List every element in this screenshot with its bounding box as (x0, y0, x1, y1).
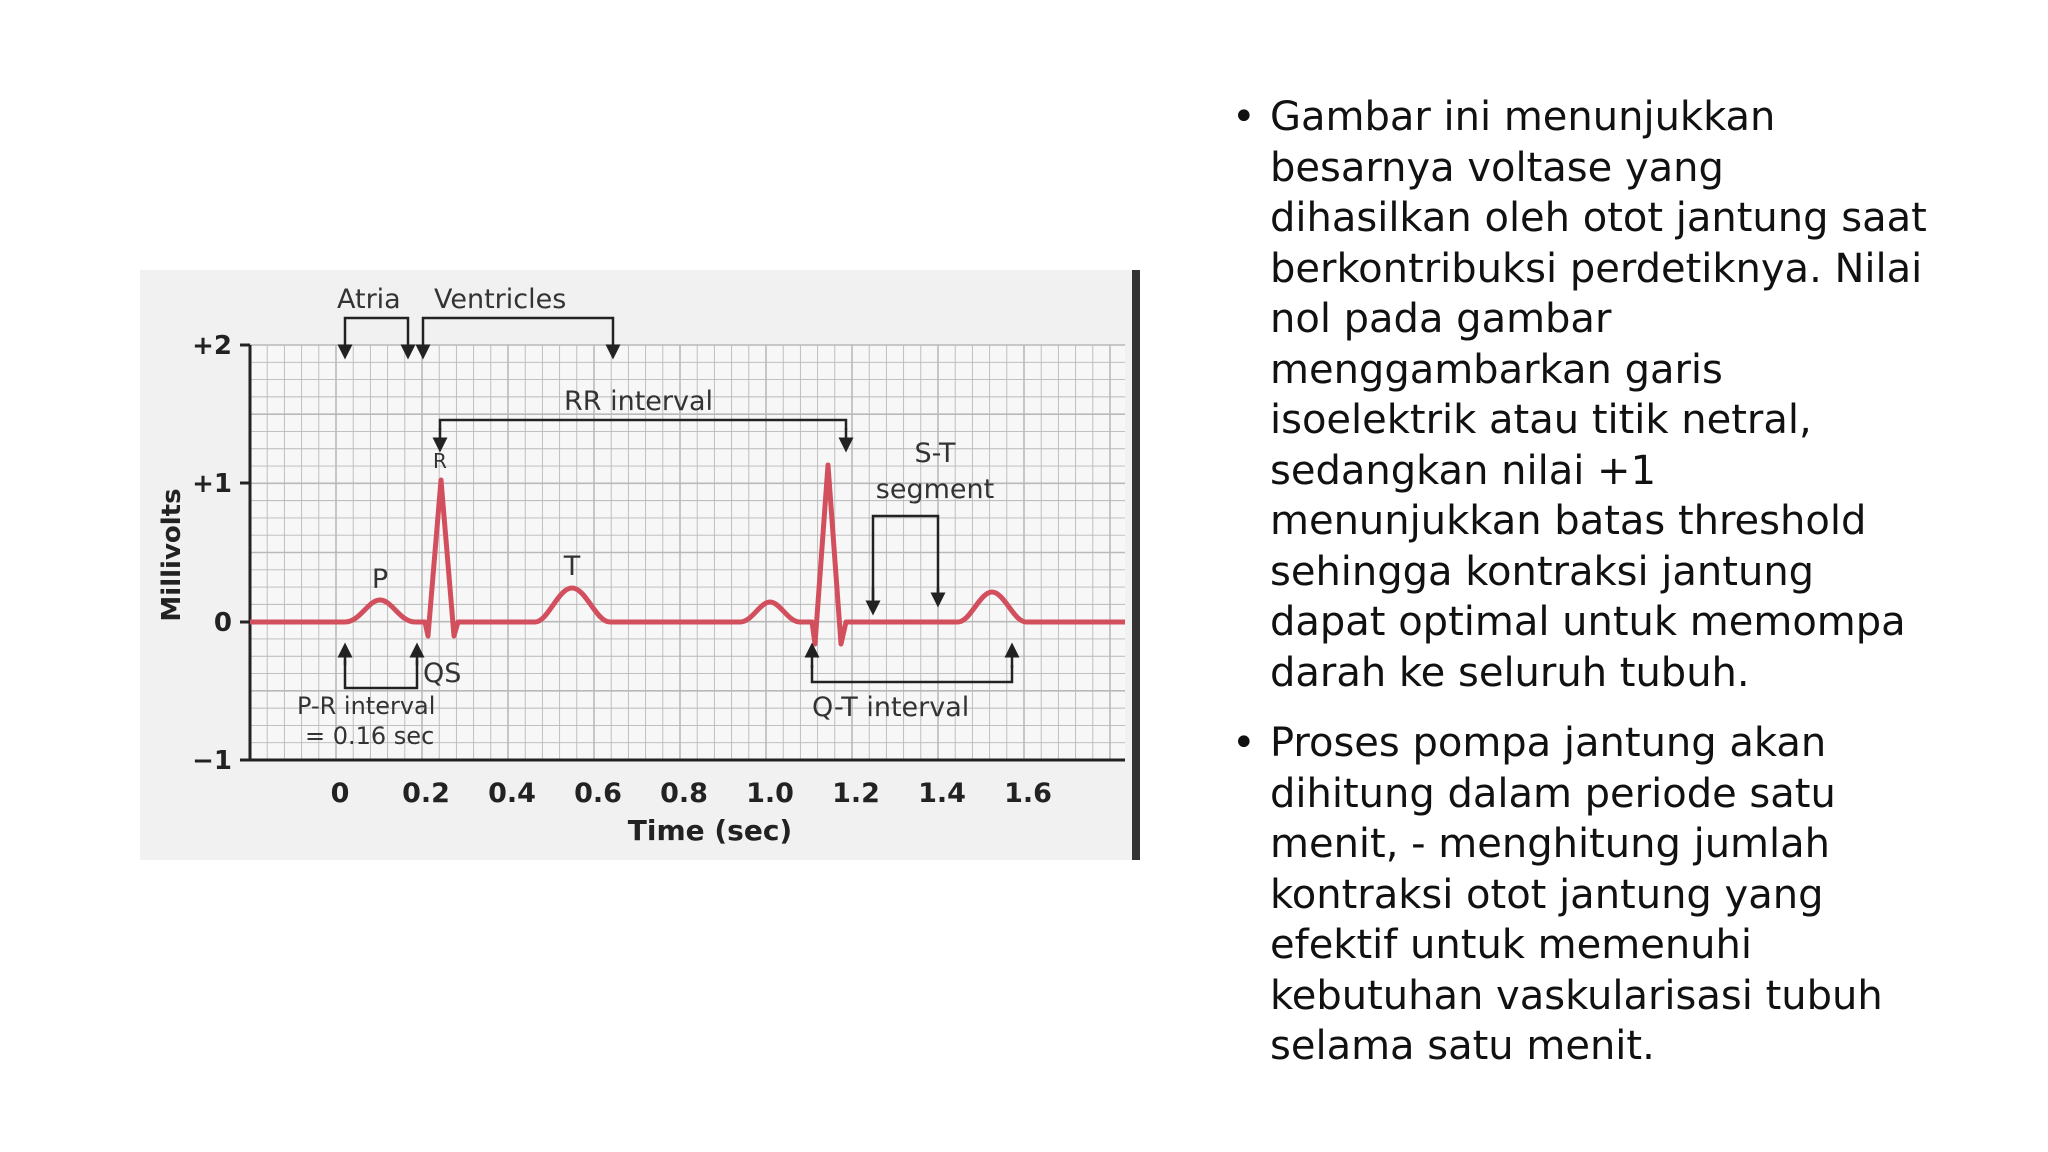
y-tick-label-neg1: −1 (192, 746, 232, 776)
ecg-diagram (140, 270, 1140, 860)
x-tick-label-0: 0 (330, 778, 350, 809)
y-tick-label-1: +1 (192, 469, 232, 499)
qt-interval-label: Q-T interval (812, 692, 970, 723)
x-tick-label-0-6: 0.6 (574, 778, 622, 809)
pr-interval-label-1: P-R interval (297, 692, 436, 720)
x-tick-label-0-2: 0.2 (402, 778, 450, 809)
bullet-text: Proses pompa jantung akan dihitung dalam periode satu menit, - menghitung jumlah kontraksi otot jantung yang efektif untuk memenuhi kebutuhan vaskularisasi tubuh selama satu menit. (1270, 720, 1883, 1069)
bullet-item (1228, 92, 1928, 698)
bullet-text: Gambar ini menunjukkan besarnya voltase yang dihasilkan oleh otot jantung saat berkontribuksi perdetiknya. Nilai nol pada gambar menggambarkan garis isoelektrik atau titik netral, sedangkan nilai +1 menunjukkan batas threshold sehingga kontraksi jantung dapat optimal untuk memompa darah ke seluruh tubuh. (1270, 94, 1927, 696)
figure-right-border (1132, 270, 1140, 860)
bullet-dot: • (1232, 94, 1256, 140)
atria-label: Atria (337, 284, 401, 315)
ecg-figure (140, 270, 1140, 860)
bullet-dot: • (1232, 720, 1256, 766)
x-tick-label-1-2: 1.2 (832, 778, 880, 809)
r-wave-label: R (433, 449, 447, 473)
x-tick-label-0-8: 0.8 (660, 778, 708, 809)
y-axis-label: Millivolts (157, 488, 187, 622)
st-segment-label-1: S-T (914, 438, 956, 469)
p-wave-label: P (371, 564, 389, 595)
t-wave-label: T (563, 551, 581, 582)
rr-interval-label: RR interval (564, 386, 714, 417)
qs-label: QS (423, 658, 462, 689)
bullet-list (1228, 92, 1928, 1092)
x-tick-label-1-0: 1.0 (746, 778, 794, 809)
y-tick-label-0: 0 (213, 608, 232, 638)
x-tick-label-1-4: 1.4 (918, 778, 966, 809)
bullet-item (1228, 718, 1928, 1072)
y-tick-label-2: +2 (192, 331, 232, 361)
x-axis-label: Time (sec) (627, 814, 793, 847)
pr-interval-label-2: = 0.16 sec (305, 722, 435, 750)
x-tick-label-0-4: 0.4 (488, 778, 536, 809)
st-segment-label-2: segment (875, 474, 995, 505)
ventricles-label: Ventricles (434, 284, 567, 315)
x-tick-label-1-6: 1.6 (1004, 778, 1052, 809)
